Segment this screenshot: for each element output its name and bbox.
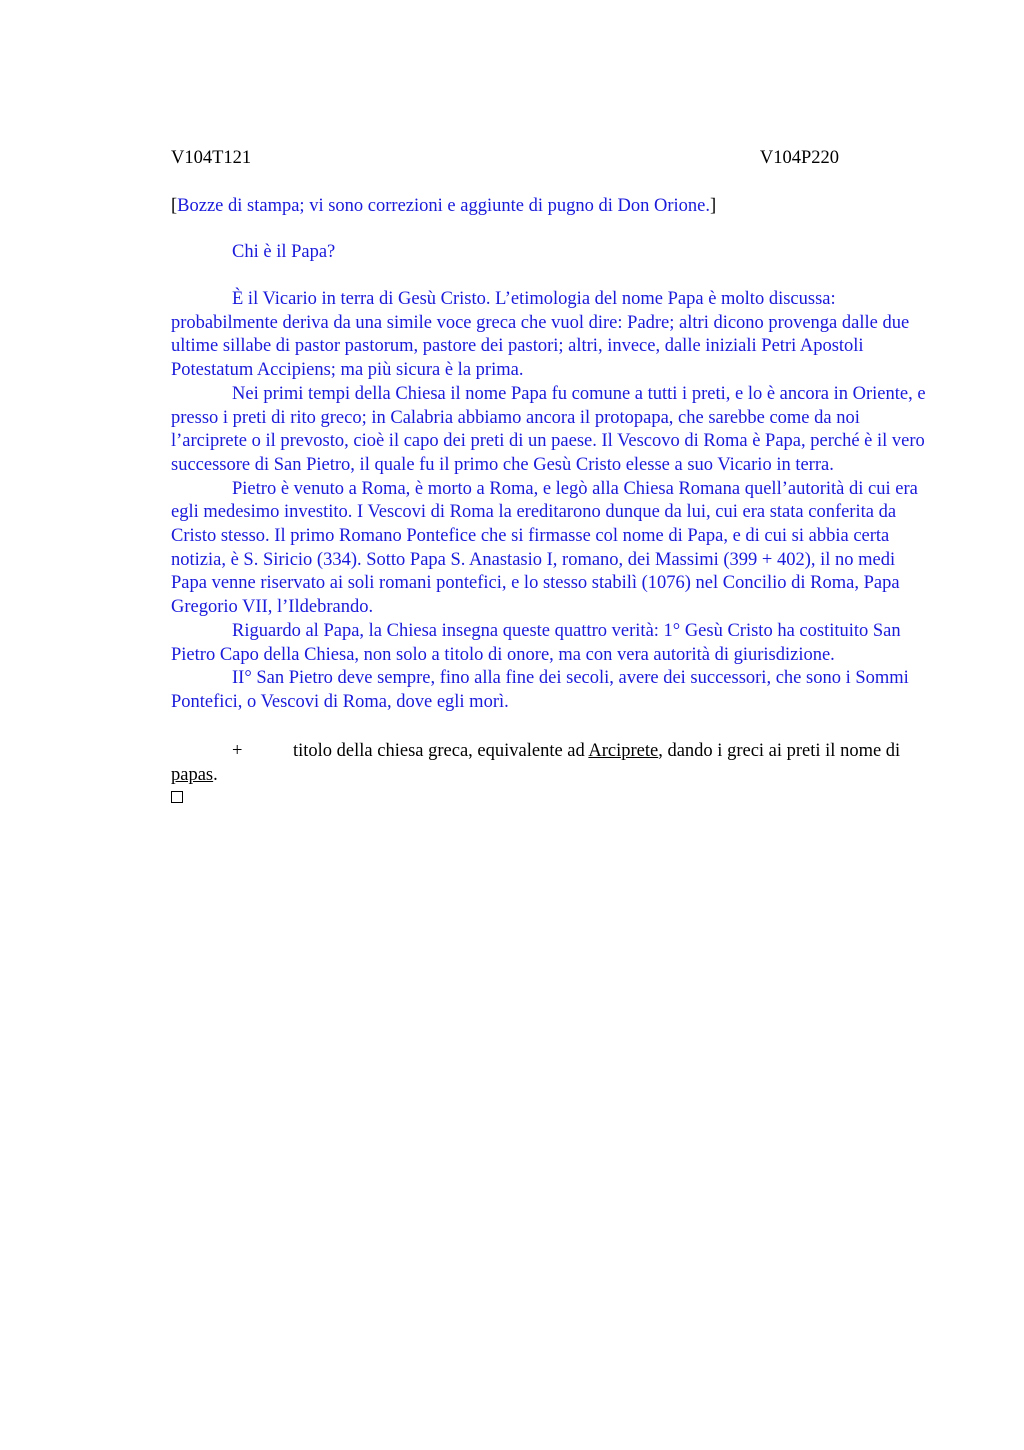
footnote-text-before: titolo della chiesa greca, equivalente ad xyxy=(293,740,589,761)
header-left-code: V104T121 xyxy=(171,148,252,168)
section-heading: Chi è il Papa? xyxy=(232,242,336,262)
footnote-underlined-papas: papas xyxy=(171,764,214,785)
paragraph-4: Riguardo al Papa, la Chiesa insegna queste quattro verità: 1° Gesù Cristo ha costituito San Pietro Capo della Chiesa, non solo a titolo di onore, ma con vera autorità di giurisdizione. xyxy=(171,620,901,665)
note-close-bracket: ] xyxy=(709,196,717,216)
footnote-text-after: . xyxy=(213,764,218,785)
paragraph-1: È il Vicario in terra di Gesù Cristo. L’etimologia del nome Papa è molto discussa: probabilmente deriva da una simile voce greca che vuol dire: Padre; altri dicono provenga dalle due ultime sillabe di pastor pastorum, pastore dei pastori; altri, invece, dalle iniziali Petri Apostoli Potestatum Accipiens; ma più sicura è la prima. xyxy=(171,289,910,381)
footnote-underlined-arciprete: Arciprete xyxy=(588,740,659,761)
note-open-bracket: [ xyxy=(171,196,178,216)
footnote-text-middle: , dando i greci ai preti il nome di xyxy=(658,740,901,761)
paragraph-5: II° San Pietro deve sempre, fino alla fine dei secoli, avere dei successori, che sono i Sommi Pontefici, o Vescovi di Roma, dove egli morì. xyxy=(171,668,909,712)
paragraph-2: Nei primi tempi della Chiesa il nome Papa fu comune a tutti i preti, e lo è ancora in Oriente, e presso i preti di rito greco; in Calabria abbiamo ancora il protopapa, che sarebbe come da noi l’arciprete o il prevosto, cioè il capo dei preti di un paese. Il Vescovo di Roma è Papa, perché è il vero successore di San Pietro, il quale fu il primo che Gesù Cristo elesse a suo Vicario in terra. xyxy=(171,383,926,475)
note-text: Bozze di stampa; vi sono correzioni e aggiunte di pugno di Don Orione. xyxy=(177,196,710,216)
body-text xyxy=(171,288,927,715)
footnote xyxy=(171,739,927,787)
paragraph-3: Pietro è venuto a Roma, è morto a Roma, e legò alla Chiesa Romana quell’autorità di cui era egli medesimo investito. I Vescovi di Roma la ereditarono dunque da lui, cui era stata conferita da Cristo stesso. Il primo Romano Pontefice che si firmasse col nome di Papa, e di cui si abbia certa notizia, è S. Siricio (334). Sotto Papa S. Anastasio I, romano, dei Massimi (399 + 402), il no medi Papa venne riservato ai soli romani pontefici, e lo stesso stabilì (1076) nel Concilio di Roma, Papa Gregorio VII, l’Ildebrando. xyxy=(171,478,918,618)
document-header xyxy=(171,146,839,170)
editor-note xyxy=(171,194,927,218)
checkbox-square-icon xyxy=(171,791,183,803)
footnote-mark: + xyxy=(232,740,243,761)
header-right-code: V104P220 xyxy=(759,148,839,168)
document-page xyxy=(171,146,927,809)
